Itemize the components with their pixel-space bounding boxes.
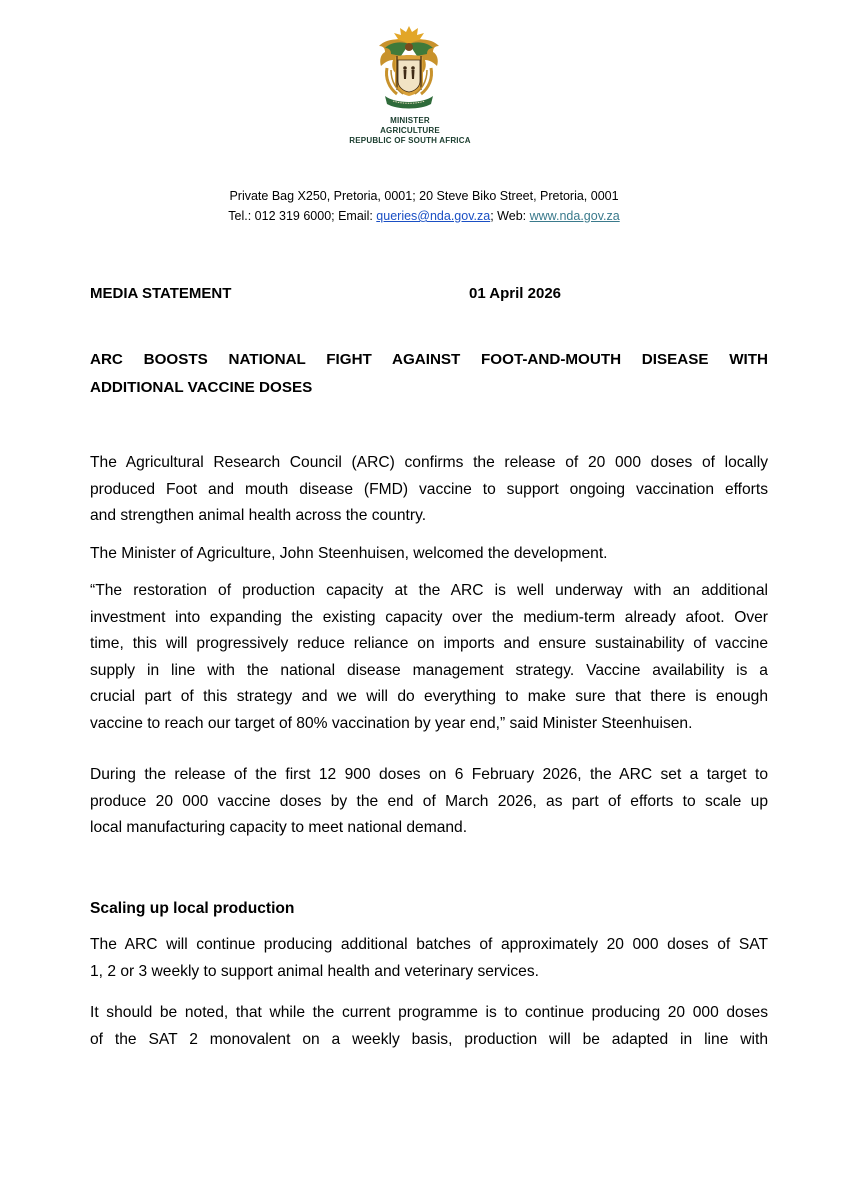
- paragraph-line: During the release of the first 12 900 doses on 6 February 2026, the ARC set a target to: [90, 766, 768, 783]
- paragraph-minister-welcome: [90, 541, 768, 568]
- coat-of-arms-icon: [373, 24, 445, 112]
- ministry-line-country: REPUBLIC OF SOUTH AFRICA: [349, 136, 471, 145]
- ministry-line-department: AGRICULTURE: [380, 126, 440, 135]
- paragraph-line: local manufacturing capacity to meet national demand.: [90, 819, 468, 836]
- paragraph-line: and strengthen animal health across the country.: [90, 507, 427, 524]
- paragraph-batches: [90, 932, 768, 985]
- paragraph-line: 1, 2 or 3 weekly to support animal health and veterinary services.: [90, 962, 539, 980]
- statement-headline: [90, 346, 768, 402]
- paragraph-line: The Agricultural Research Council (ARC) confirms the release of 20 000 doses of locally: [90, 454, 768, 471]
- statement-meta-row: [90, 285, 770, 307]
- tel-label: Tel.: 012 319 6000; Email:: [228, 209, 377, 223]
- paragraph-release: [90, 450, 768, 530]
- ministry-name-block: [300, 116, 520, 146]
- paragraph-line: produce 20 000 vaccine doses by the end of March 2026, as part of efforts to scale up: [90, 792, 768, 810]
- paragraph-line: crucial part of this strategy and we will do everything to make sure that there is enough: [90, 688, 768, 705]
- paragraph-line: The Minister of Agriculture, John Steenhuisen, welcomed the development.: [90, 545, 608, 562]
- paragraph-line: supply in line with the national disease management strategy. Vaccine availability is a: [90, 661, 768, 679]
- statement-date: 01 April 2026: [469, 285, 561, 302]
- headline-line: ARC BOOSTS NATIONAL FIGHT AGAINST FOOT-AND-MOUTH DISEASE WITH: [90, 351, 768, 368]
- contact-line: [100, 206, 748, 226]
- paragraph-line: It should be noted, that while the current programme is to continue producing 20 000 doses: [90, 1004, 768, 1021]
- paragraph-target: [90, 762, 768, 842]
- paragraph-line: vaccine to reach our target of 80% vaccination by year end,” said Minister Steenhuisen.: [90, 714, 693, 732]
- postal-address: Private Bag X250, Pretoria, 0001; 20 Steve Biko Street, Pretoria, 0001: [229, 189, 619, 203]
- paragraph-line: time, this will progressively reduce reliance on imports and ensure sustainability of vaccine: [90, 635, 768, 652]
- web-label: ; Web:: [490, 209, 530, 223]
- paragraph-programme-note: [90, 1000, 768, 1053]
- paragraph-line: The ARC will continue producing additional batches of approximately 20 000 doses of SAT: [90, 936, 768, 953]
- headline-line: ADDITIONAL VACCINE DOSES: [90, 379, 313, 396]
- ministry-line-minister: MINISTER: [390, 116, 430, 125]
- paragraph-minister-quote: [90, 578, 768, 737]
- statement-type-label: MEDIA STATEMENT: [90, 285, 232, 302]
- web-link[interactable]: www.nda.gov.za: [529, 209, 620, 223]
- paragraph-line: of the SAT 2 monovalent on a weekly basis, production will be adapted in line with: [90, 1030, 768, 1048]
- paragraph-line: investment into expanding the existing capacity over the medium-term already afoot. Over: [90, 608, 768, 626]
- paragraph-line: produced Foot and mouth disease (FMD) vaccine to support ongoing vaccination efforts: [90, 480, 768, 498]
- section-subheading: Scaling up local production: [90, 900, 295, 917]
- paragraph-line: “The restoration of production capacity at the ARC is well underway with an additional: [90, 582, 768, 599]
- email-link[interactable]: queries@nda.gov.za: [376, 209, 491, 223]
- address-block: [100, 186, 748, 226]
